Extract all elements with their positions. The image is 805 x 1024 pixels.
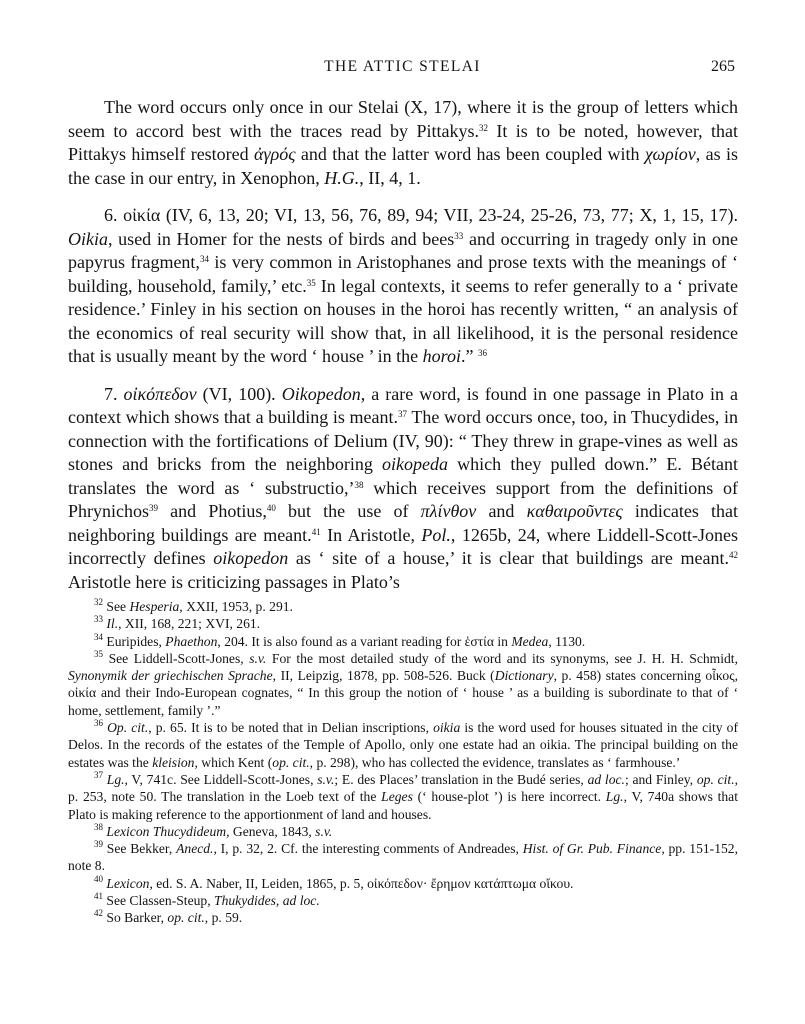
page-number: 265 xyxy=(711,58,735,75)
footnote-40: $^{40}$ Lexicon, ed. S. A. Naber, II, Leiden, 1865, p. 5, οἰκόπεδον· ἔρημον κατάπτωμα οἴκου. xyxy=(94,873,574,891)
footnote-39: $^{39}$ See Bekker, Anecd., I, p. 32, 2. Cf. the interesting comments of Andreades, Hist. of Gr. Pub. Finance, pp. 151-152, note 8. xyxy=(68,839,738,874)
footnotes xyxy=(68,598,738,927)
paragraph-stelai: The word occurs only once in our Stelai (X, 17), where it is the group of letters which seem to accord best with the traces read by Pittakys.$^{32}$ It is to be noted, however, that Pittakys himself restored ἀγρός and that the latter word has been coupled with χωρίον, as is the case in our entry, in Xenophon, H.G., II, 4, 1. xyxy=(68,97,738,188)
footnote-38: $^{38}$ Lexicon Thucydideum, Geneva, 1843, s.v. xyxy=(94,821,333,839)
paragraph-oikia: 6. οἰκία (IV, 6, 13, 20; VI, 13, 56, 76, 89, 94; VII, 23-24, 25-26, 73, 77; X, 1, 15, 17). Oikia, used in Homer for the nests of birds and bees$^{33}$ and occurring in tragedy only in one papyrus fragment,$^{34}$ is very common in Aristophanes and prose texts with the meanings of ‘ building, household, family,’ etc.$^{35}$ In legal contexts, it seems to refer generally to a ‘ private residence.’ Finley in his section on houses in the horoi has recently written, “ an analysis of the economics of real security will show that, in all likelihood, it is the personal residence that is usually meant by the word ‘ house ’ in the horoi.” $^{36}$ xyxy=(68,205,739,366)
footnote-32: $^{32}$ See Hesperia, XXII, 1953, p. 291. xyxy=(94,597,293,614)
footnote-33: $^{33}$ Il., XII, 168, 221; XVI, 261. xyxy=(94,614,261,632)
footnote-41: $^{41}$ See Classen-Steup, Thukydides, ad loc. xyxy=(94,891,320,909)
footnote-35: $^{35}$ See Liddell-Scott-Jones, s.v. For the most detailed study of the word and its synonyms, see J. H. H. Schmidt, Synonymik der griechischen Sprache, II, Leipzig, 1878, pp. 508-526. Buck (Dictionary, p. 458) states concerning οἶκος, οἰκία and their Indo-European cognates, “ In this group the notion of ‘ house ’ as a building is subordinate to that of ‘ home, settlement, family ’.” xyxy=(68,648,739,718)
running-header: THE ATTIC STELAI xyxy=(324,58,481,75)
main-text xyxy=(68,96,738,608)
footnote-37: $^{37}$ Lg., V, 741c. See Liddell-Scott-Jones, s.v.; E. des Places’ translation in the Budé series, ad loc.; and Finley, op. cit., p. 253, note 50. The translation in the Loeb text of the Leges (‘ house-plot ’) is here incorrect. Lg., V, 740a shows that Plato is making reference to the apportionment of land and houses. xyxy=(68,769,738,822)
footnote-42: $^{42}$ So Barker, op. cit., p. 59. xyxy=(94,908,243,926)
footnote-36: $^{36}$ Op. cit., p. 65. It is to be noted that in Delian inscriptions, oikia is the word used for houses situated in the city of Delos. In the records of the estates of the Temple of Apollo, only one estate had an oikia. The principal building on the estates was the kleision, which Kent (op. cit., p. 298), who has collected the evidence, translates as ‘ farmhouse.’ xyxy=(68,718,738,770)
footnote-34: $^{34}$ Euripides, Phaethon, 204. It is also found as a variant reading for ἑστία in Medea, 1130. xyxy=(94,631,586,649)
paragraph-oikopedon: 7. οἰκόπεδον (VI, 100). Oikopedon, a rare word, is found in one passage in Plato in a context which shows that a building is meant.$^{37}$ The word occurs once, too, in Thucydides, in connection with the fortifications of Delium (IV, 90): “ They threw in grape-vines as well as stones and bricks from the neighboring oikopeda which they pulled down.” E. Bétant translates the word as ‘ substructio,’$^{38}$ which receives support from the definitions of Phrynichos$^{39}$ and Photius,$^{40}$ but the use of πλίνθον and καθαιροῦντες indicates that neighboring buildings are meant.$^{41}$ In Aristotle, Pol., 1265b, 24, where Liddell-Scott-Jones incorrectly defines oikopedon as ‘ site of a house,’ it is clear that buildings are meant.$^{42}$ Aristotle here is criticizing passages in Plato’s xyxy=(68,383,739,592)
